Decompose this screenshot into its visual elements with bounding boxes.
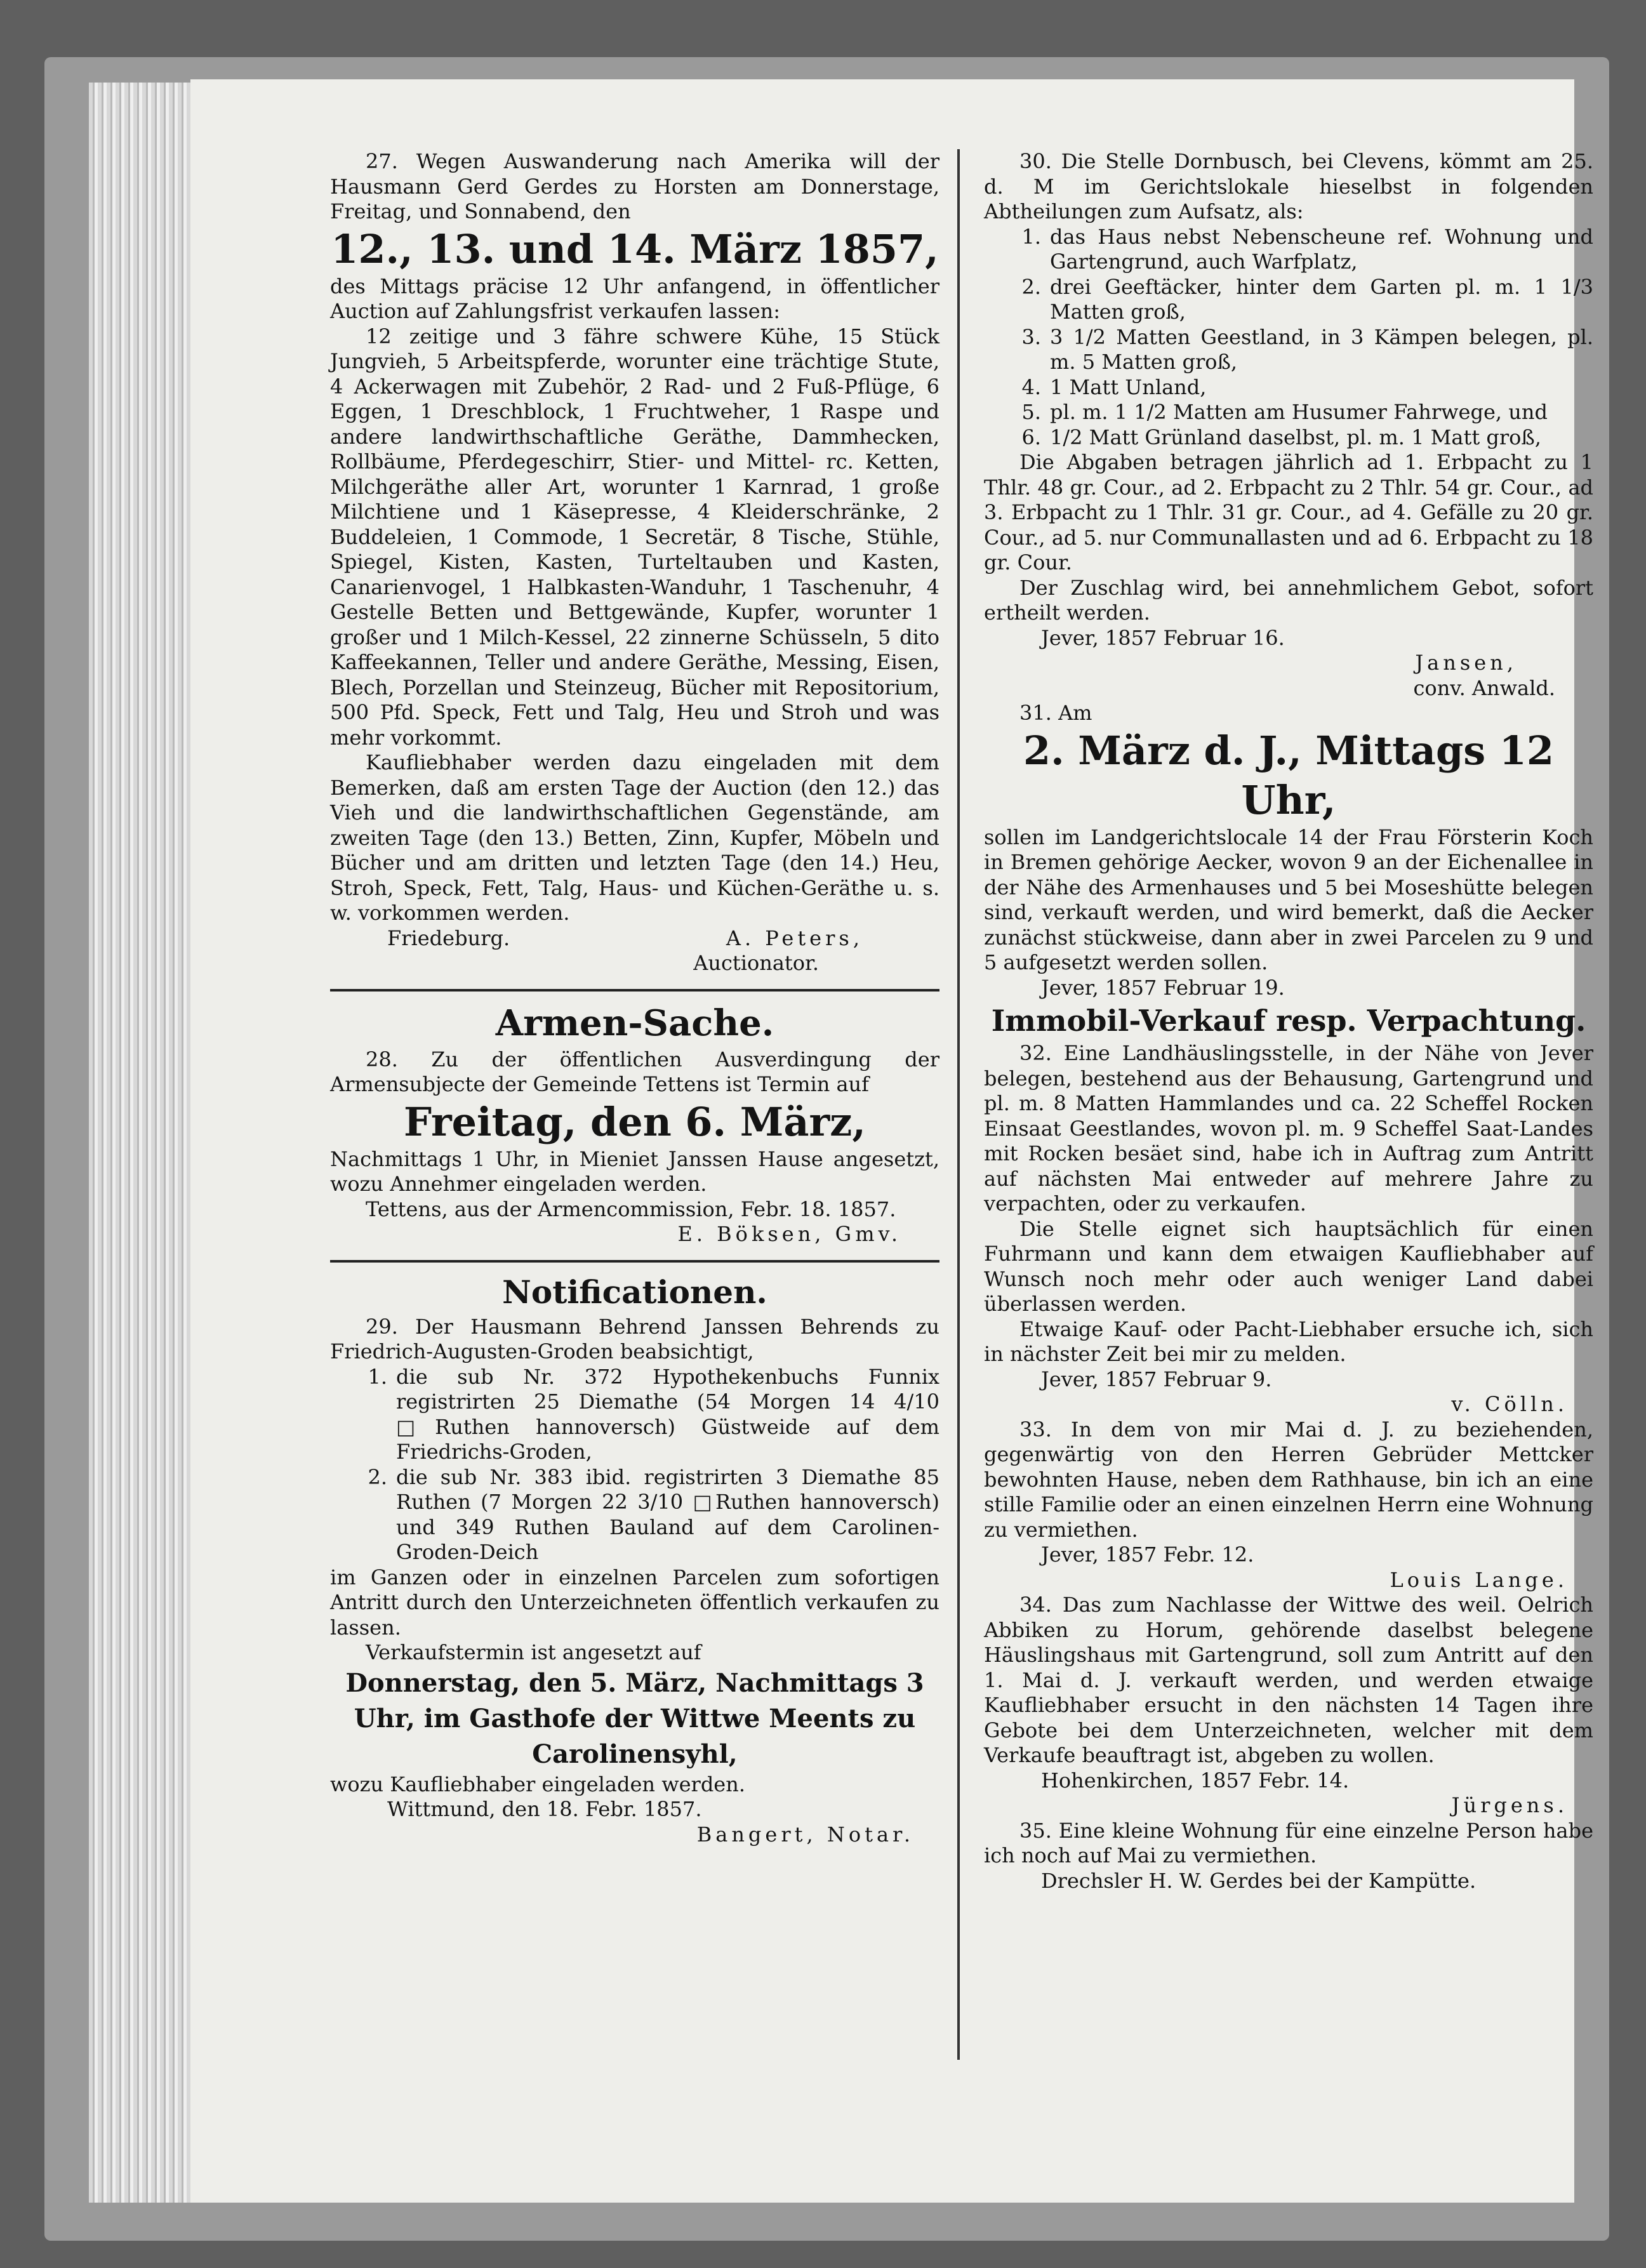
ad-31: [984, 701, 1593, 1000]
ad-30-item-number: 6.: [1021, 425, 1041, 449]
ad-27-intro: 27. Wegen Auswanderung nach Amerika will der Hausmann Gerd Gerdes zu Horsten am Donnerstage, Freitag, und Sonnabend, den: [330, 149, 939, 223]
armen-body: Nachmittags 1 Uhr, in Mieniet Janssen Hause angesetzt, wozu Annehmer eingeladen werden.: [330, 1146, 939, 1196]
immo-section: [984, 1000, 1593, 1417]
ad-30-item-1: [984, 225, 1593, 275]
ad-33-signer: Louis Lange.: [1390, 1567, 1568, 1592]
ad-34-text: 34. Das zum Nachlasse der Wittwe des weil. Oelrich Abbiken zu Horum, gehörende daselbst belegene Häuslingshaus mit Gartengrund, soll zum Antritt auf den 1. Mai d. J. verkauft werden, und werden etwaige Kaufliebhaber ersucht in den nächsten 14 Tagen ihre Gebote bei dem Unterzeichneten, welcher mit dem Verkaufe beauftragt ist, abgeben zu wollen.: [984, 1593, 1593, 1767]
ad-30-item-text: das Haus nebst Nebenscheune ref. Wohnung und Gartengrund, auch Warfplatz,: [1050, 224, 1593, 274]
ad-30-item-text: 3 1/2 Matten Geestland, in 3 Kämpen belegen, pl. m. 5 Matten groß,: [1050, 324, 1593, 374]
ad-27-signature: [330, 926, 939, 952]
notif-body: im Ganzen oder in einzelnen Parcelen zum sofortigen Antritt durch den Unterzeichneten öffentlich verkaufen zu lassen.: [330, 1565, 939, 1640]
ad-30-item-text: 1 Matt Unland,: [1050, 375, 1207, 399]
ad-30-item-number: 4.: [1021, 375, 1041, 399]
ad-30-item-number: 5.: [1021, 400, 1041, 424]
immo-signer: v. Cölln.: [1451, 1392, 1568, 1416]
right-column: [984, 149, 1593, 1893]
ad-30-item-text: 1/2 Matt Grünland daselbst, pl. m. 1 Matt groß,: [1050, 425, 1541, 449]
left-column: [330, 149, 939, 1847]
ad-31-date: 2. März d. J., Mittags 12 Uhr,: [1023, 727, 1555, 823]
ad-30-item-text: pl. m. 1 1/2 Matten am Husumer Fahrwege, und: [1050, 400, 1548, 424]
ad-27-note: Kaufliebhaber werden dazu eingeladen mit dem Bemerken, daß am ersten Tage der Auction (den 12.) das Vieh und die landwirthschaftlichen Gegenstände, am zweiten Tage (den 13.) Betten, Zinn, Kupfer, Möbeln und Bücher und am dritten und letzten Tage (den 14.) Heu, Stroh, Speck, Fett, Talg, Haus- und Küchen-Geräthe u. s. w. vorkommen werden.: [330, 750, 939, 925]
newspaper-page: [190, 79, 1593, 2203]
notif-item-2: [330, 1465, 939, 1565]
ad-30: [984, 149, 1593, 701]
notif-item-number: 2.: [368, 1464, 387, 1489]
divider-rule: [330, 1260, 939, 1263]
armen-intro: 28. Zu der öffentlichen Ausverdingung der Armensubjecte der Gemeinde Tettens ist Termin auf: [330, 1047, 939, 1096]
ad-30-item-number: 3.: [1021, 324, 1041, 349]
ad-30-signer: Jansen,: [1415, 651, 1517, 675]
ad-35-signer: Drechsler H. W. Gerdes bei der Kampütte.: [1041, 1868, 1477, 1893]
ad-30-item-6: [984, 425, 1593, 451]
notif-signer: Bangert, Notar.: [696, 1822, 914, 1847]
notif-section: [330, 1270, 939, 1848]
armen-heading: Armen-Sache.: [495, 1002, 774, 1044]
ad-31-body: sollen im Landgerichtslocale 14 der Frau Försterin Koch in Bremen gehörige Aecker, wovon 9 an der Eichenallee in der Nähe des Armenhauses und 5 bei Moseshütte belegen sind, verkauft werden, und wird bemerkt, daß die Aecker zunächst stückweise, dann aber in zwei Parcelen zu 9 und 5 aufgesetzt werden sollen.: [984, 825, 1593, 974]
ad-34: [984, 1593, 1593, 1819]
ad-30-item-text: drei Geeftäcker, hinter dem Garten pl. m. 1 1/3 Matten groß,: [1050, 274, 1593, 324]
ad-30-item-number: 1.: [1021, 224, 1041, 249]
notif-item-text: die sub Nr. 372 Hypothekenbuchs Funnix registrirten 25 Diemathe (54 Morgen 14 4/10 □Ruthen hannoversch) Güstweide auf dem Friedrichs-Groden,: [396, 1364, 939, 1464]
ad-30-item-2: [984, 275, 1593, 325]
ad-31-place: Jever, 1857 Februar 19.: [1041, 975, 1285, 1000]
armen-section: [330, 999, 939, 1247]
armen-sign: Tettens, aus der Armencommission, Febr. 18. 1857.: [366, 1197, 896, 1221]
ad-27: [330, 149, 939, 976]
armen-signer: E. Böksen, Gmv.: [677, 1222, 901, 1246]
ad-27-body: des Mittags präcise 12 Uhr anfangend, in öffentlicher Auction auf Zahlungsfrist verkaufen lassen:: [330, 274, 939, 323]
ad-30-accept: Der Zuschlag wird, bei annehmlichem Gebot, sofort ertheilt werden.: [984, 575, 1593, 625]
ad-33-text: 33. In dem von mir Mai d. J. zu beziehenden, gegenwärtig von den Herren Gebrüder Mettcker bewohnten Hause, neben dem Rathhause, bin ich an eine stille Familie oder an einen einzelnen Herrn eine Wohnung zu vermiethen.: [984, 1417, 1593, 1542]
notif-place: Wittmund, den 18. Febr. 1857.: [387, 1797, 702, 1821]
ad-34-date: Hohenkirchen, 1857 Febr. 14.: [1041, 1768, 1350, 1793]
ad-34-signer: Jürgens.: [1451, 1793, 1568, 1817]
ad-35-text: 35. Eine kleine Wohnung für eine einzelne Person habe ich noch auf Mai zu vermiethen.: [984, 1818, 1593, 1867]
ad-27-items: 12 zeitige und 3 fähre schwere Kühe, 15 Stück Jungvieh, 5 Arbeitspferde, worunter eine trächtige Stute, 4 Ackerwagen mit Zubehör, 2 Rad- und 2 Fuß-Pflüge, 6 Eggen, 1 Dreschblock, 1 Fruchtweher, 1 Raspe und andere landwirthschaftliche Geräthe, Dammhecken, Rollbäume, Pferdegeschirr, Stier- und Mittel- rc. Ketten, Milchgeräthe aller Art, worunter 1 Karnrad, 1 große Milchtiene und 1 Käsepresse, 4 Kleiderschränke, 2 Buddeleien, 1 Commode, 1 Secretär, 8 Tische, Stühle, Spiegel, Kisten, Kasten, Turteltauben und Kasten, Canarienvogel, 1 Halbkasten-Wanduhr, 1 Taschenuhr, 4 Gestelle Betten und Bettgewände, Kupfer, worunter 1 großer und 1 Milch-Kessel, 22 zinnerne Schüsseln, 5 dito Kaffeekannen, Teller und andere Geräthe, Messing, Eisen, Blech, Porzellan und Steinzeug, Bücher mit Repositorium, 500 Pfd. Speck, Fett und Talg, Heu und Stroh und was mehr vorkommt.: [330, 324, 939, 750]
immo-date: Jever, 1857 Februar 9.: [1041, 1367, 1272, 1391]
immo-p2: Die Stelle eignet sich hauptsächlich für einen Fuhrmann und kann dem etwaigen Kaufliebhaber auf Wunsch noch mehr oder auch weniger Land dabei überlassen werden.: [984, 1216, 1593, 1316]
ad-33: [984, 1417, 1593, 1593]
ad-27-role: Auctionator.: [693, 951, 819, 975]
divider-rule: [330, 989, 939, 991]
notif-term: Verkaufstermin ist angesetzt auf: [366, 1640, 701, 1664]
ad-30-item-5: [984, 400, 1593, 425]
notif-item-text: die sub Nr. 383 ibid. registrirten 3 Diemathe 85 Ruthen (7 Morgen 22 3/10 □Ruthen hannoversch) und 349 Ruthen Bauland auf dem Carolinen-Groden-Deich: [396, 1464, 939, 1564]
ad-33-date: Jever, 1857 Febr. 12.: [1041, 1542, 1254, 1567]
ad-30-role: conv. Anwald.: [1413, 675, 1555, 700]
page-edges: [89, 83, 203, 2203]
notif-date: Donnerstag, den 5. März, Nachmittags 3 Uhr, im Gasthofe der Wittwe Meents zu Carolinensyhl,: [345, 1668, 924, 1769]
ad-30-item-4: [984, 375, 1593, 401]
immo-heading: Immobil-Verkauf resp. Verpachtung.: [991, 1004, 1586, 1038]
ad-27-signer: A. Peters,: [726, 925, 863, 950]
notif-item-number: 1.: [368, 1364, 387, 1389]
notif-intro: 29. Der Hausmann Behrend Janssen Behrends zu Friedrich-Augusten-Groden beabsichtigt,: [330, 1314, 939, 1363]
immo-p1: 32. Eine Landhäuslingsstelle, in der Nähe von Jever belegen, bestehend aus der Behausung, Gartengrund und pl. m. 8 Matten Hammlandes und ca. 22 Scheffel Rocken Einsaat Geestlandes, wovon pl. m. 9 Scheffel Saat-Landes mit Rocken besäet sind, habe ich in Auftrag zum Antritt auf nächsten Mai entweder auf mehrere Jahre zu verpachten, oder zu verkaufen.: [984, 1041, 1593, 1216]
ad-35: [984, 1819, 1593, 1894]
ad-30-item-number: 2.: [1021, 274, 1041, 299]
ad-31-intro: 31. Am: [1019, 701, 1092, 725]
ad-30-fees: Die Abgaben betragen jährlich ad 1. Erbpacht zu 1 Thlr. 48 gr. Cour., ad 2. Erbpacht zu 2 Thlr. 54 gr. Cour., ad 3. Erbpacht zu 1 Thlr. 31 gr. Cour., ad 4. Gefälle zu 20 gr. Cour., ad 5. nur Communallasten und ad 6. Erbpacht zu 18 gr. Cour.: [984, 450, 1593, 574]
ad-30-intro: 30. Die Stelle Dornbusch, bei Clevens, kömmt am 25. d. M im Gerichtslokale hieselbst in folgenden Abtheilungen zum Aufsatz, als:: [984, 149, 1593, 223]
column-divider: [957, 149, 960, 2060]
notif-heading: Notificationen.: [502, 1273, 767, 1311]
ad-30-date: Jever, 1857 Februar 16.: [1041, 625, 1285, 650]
ad-30-item-3: [984, 325, 1593, 375]
immo-p3: Etwaige Kauf- oder Pacht-Liebhaber ersuche ich, sich in nächster Zeit bei mir zu melden.: [984, 1316, 1593, 1366]
notif-item-1: [330, 1365, 939, 1465]
ad-27-dates: 12., 13. und 14. März 1857,: [331, 225, 939, 272]
notif-invite: wozu Kaufliebhaber eingeladen werden.: [330, 1772, 746, 1796]
ad-27-place: Friedeburg.: [387, 925, 510, 950]
armen-date: Freitag, den 6. März,: [404, 1098, 866, 1145]
